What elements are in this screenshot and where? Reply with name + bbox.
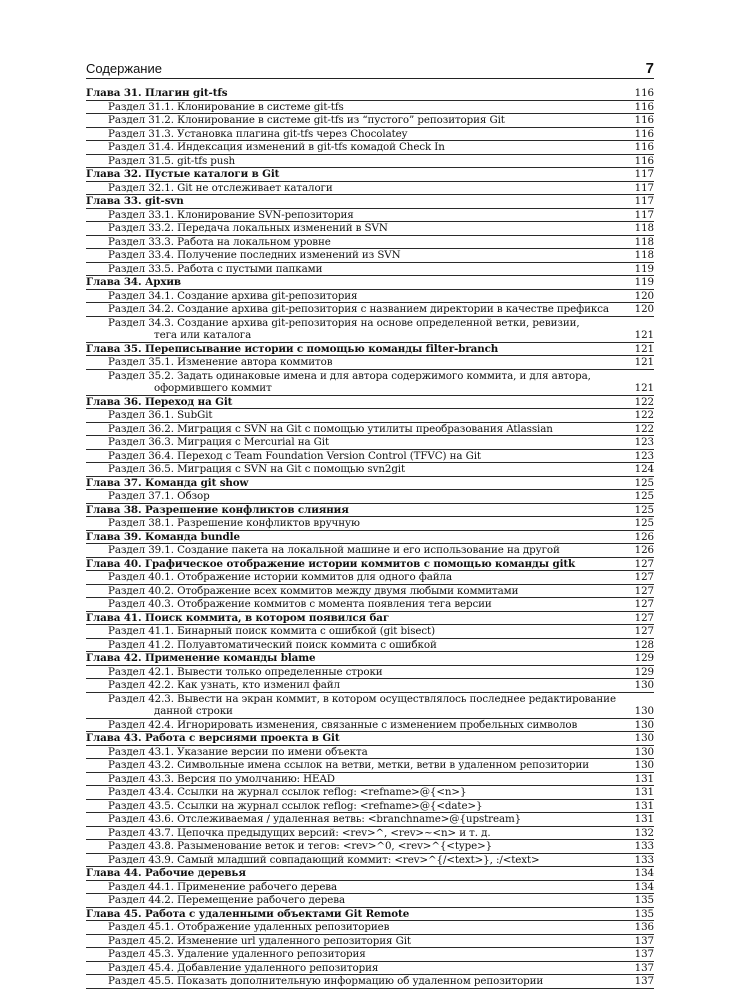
toc-entry-title-line: Глава 40. Графическое отображение истории коммитов с помощью команды gitk [86,557,576,570]
toc-entry-title [86,409,633,422]
page-number: 7 [645,60,654,77]
toc-entry-title-line: Раздел 36.4. Переход с Team Foundation Version Control (TFVC) на Git [108,449,481,462]
toc-entry-title-line: Глава 36. Переход на Git [86,395,233,408]
toc-entry-title [86,693,633,718]
toc-entry-title [86,222,633,235]
toc-entry-title [86,598,633,611]
toc-section-entry[interactable] [86,881,654,895]
toc-page-number: 131 [634,813,654,825]
toc-entry-title [86,303,633,316]
toc-page-number: 133 [634,840,654,852]
toc-section-entry[interactable] [86,948,654,962]
toc-section-entry[interactable] [86,290,654,304]
toc-section-entry[interactable] [86,409,654,423]
toc-entry-title [86,639,633,652]
toc-entry-title [86,290,633,303]
toc-entry-title [86,477,633,490]
toc-entry-title-line: Раздел 45.5. Показать дополнительную информацию об удаленном репозитории [108,975,544,987]
toc-section-entry[interactable] [86,490,654,504]
toc-entry-title-continuation: данной строки [154,705,233,717]
toc-entry-title [86,962,633,975]
toc-section-entry[interactable] [86,935,654,949]
toc-entry-title-line: Раздел 45.4. Добавление удаленного репозитория [108,961,379,974]
toc-page-number: 130 [634,745,654,758]
toc-entry-title [86,773,633,786]
toc-entry-title [86,827,633,840]
toc-section-entry[interactable] [86,800,654,814]
toc-entry-title [86,101,633,114]
toc-section-entry[interactable] [86,114,654,128]
toc-entry-title-line: Раздел 38.1. Разрешение конфликтов вручную [108,517,360,529]
toc-page-number: 121 [634,356,654,368]
toc-chapter-entry[interactable] [86,87,654,101]
toc-entry-title [86,128,633,141]
toc-entry-title-line: Раздел 40.2. Отображение всех коммитов между двумя любыми коммитами [108,584,519,597]
toc-entry-title-continuation: тега или каталога [154,329,252,341]
toc-entry-title [86,209,633,222]
toc-section-entry[interactable] [86,544,654,558]
toc-page-number: 131 [634,772,654,785]
toc-section-entry[interactable] [86,370,654,396]
toc-entry-title-line: Раздел 40.3. Отображение коммитов с момента появления тега версии [108,598,492,610]
toc-page-number: 120 [634,303,654,315]
toc-chapter-entry[interactable] [86,612,654,626]
toc-section-entry[interactable] [86,827,654,841]
toc-entry-title [86,87,633,100]
toc-page-number: 123 [634,436,654,448]
toc-entry-title-line: Раздел 43.4. Ссылки на журнал ссылок reflog: <refname>@{<n>} [108,786,467,798]
toc-entry-title-line: Глава 39. Команда bundle [86,530,240,543]
toc-entry-title [86,935,633,948]
toc-entry-title [86,236,633,249]
toc-page-number: 127 [634,571,654,583]
toc-entry-title [86,679,633,692]
toc-entry-title-line: Раздел 33.1. Клонирование SVN-репозитория [108,208,354,221]
toc-page-number: 122 [634,422,654,435]
toc-section-entry[interactable] [86,303,654,317]
toc-chapter-entry[interactable] [86,504,654,518]
toc-page-number: 137 [634,934,654,947]
toc-section-entry[interactable] [86,813,654,827]
toc-entry-title [86,463,633,476]
toc-entry-title-line: Раздел 36.3. Миграция с Mercurial на Git [108,436,330,448]
toc-entry-title-line: Глава 32. Пустые каталоги в Git [86,168,280,180]
toc-entry-title [86,423,633,436]
toc-entry-title [86,800,633,813]
toc-entry-title [86,396,633,409]
toc-entry-title-line: Раздел 31.2. Клонирование в системе git-tfs из “пустого” репозитория Git [108,114,505,126]
toc-page-number: 129 [634,665,654,678]
toc-chapter-entry[interactable] [86,195,654,209]
toc-entry-title [86,719,633,732]
toc-section-entry[interactable] [86,182,654,196]
toc-entry-title-line: Раздел 43.2. Символьные имена ссылок на ветви, метки, ветви в удаленном репозитории [108,759,589,771]
toc-page-number: 118 [634,249,654,261]
toc-page-number: 130 [634,718,654,731]
toc-entry-title [86,343,633,356]
toc-entry-title-line: Раздел 35.1. Изменение автора коммитов [108,356,333,368]
toc-page-number: 129 [634,652,654,664]
toc-entry-title-line: Раздел 36.5. Миграция с SVN на Git с помощью svn2git [108,463,406,475]
toc-entry-title-line: Раздел 43.7. Цепочка предыдущих версий: <rev>^, <rev>~<n> и т. д. [108,826,491,839]
toc-entry-title [86,975,633,988]
toc-section-entry[interactable] [86,463,654,477]
toc-entry-title-line: Раздел 43.5. Ссылки на журнал ссылок reflog: <refname>@{<date>} [108,799,483,812]
toc-page-number: 128 [634,638,654,651]
toc-entry-title [86,759,633,772]
toc-entry-title-line: Раздел 43.1. Указание версии по имени объекта [108,745,368,758]
toc-page-number: 125 [634,517,654,529]
running-title: Содержание [86,61,162,76]
toc-chapter-entry[interactable] [86,477,654,491]
toc-page-number: 121 [634,342,654,355]
toc-page-number: 136 [634,921,654,933]
toc-page-number: 137 [634,948,654,960]
toc-entry-title-line: Раздел 34.1. Создание архива git-репозитория [108,289,358,302]
toc-page-number: 117 [634,208,654,221]
toc-section-entry[interactable] [86,639,654,653]
toc-page-number: 117 [634,195,654,207]
toc-entry-title [86,168,633,181]
toc-section-entry[interactable] [86,666,654,680]
toc-entry-title [86,195,633,208]
toc-section-entry[interactable] [86,236,654,250]
toc-section-entry[interactable] [86,719,654,733]
toc-entry-title-line: Раздел 34.3. Создание архива git-репозитория на основе определенной ветки, ревизии, [108,316,580,329]
toc-entry-title [86,867,633,880]
toc-entry-title [86,894,633,907]
toc-entry-title-line: Раздел 42.1. Вывести только определенные строки [108,665,383,678]
toc-page-number: 131 [634,799,654,812]
toc-page-number: 116 [634,87,654,99]
toc-page-number: 130 [634,759,654,771]
toc-page-number: 130 [634,705,654,717]
toc-entry-title-line: Раздел 44.2. Перемещение рабочего дерева [108,894,345,906]
toc-entry-title [86,948,633,961]
toc-page-number: 134 [634,880,654,893]
toc-entry-title-line: Раздел 31.4. Индексация изменений в git-tfs комадой Check In [108,141,445,153]
toc-entry-title [86,370,633,395]
toc-entry-title-line: Раздел 36.1. SubGit [108,409,213,421]
toc-entry-title-line: Раздел 45.3. Удаление удаленного репозитория [108,948,366,960]
toc-section-entry[interactable] [86,263,654,277]
toc-section-entry[interactable] [86,598,654,612]
toc-entry-title-line: Раздел 41.2. Полуавтоматический поиск коммита с ошибкой [108,638,437,651]
toc-section-entry[interactable] [86,921,654,935]
toc-entry-title-line: Раздел 40.1. Отображение истории коммитов для одного файла [108,571,452,583]
toc-section-entry[interactable] [86,517,654,531]
toc-page-number: 131 [634,786,654,798]
toc-entry-title-line: Глава 34. Архив [86,276,181,288]
toc-page-number: 126 [634,530,654,543]
toc-section-entry[interactable] [86,894,654,908]
toc-entry-title [86,881,633,894]
toc-entry-title [86,908,633,921]
toc-entry-title-line: Раздел 33.3. Работа на локальном уровне [108,235,331,248]
toc-page-number: 116 [634,154,654,167]
toc-page-number: 124 [634,463,654,475]
toc-entry-title [86,263,633,276]
toc-entry-title [86,531,633,544]
toc-page-number: 127 [634,625,654,637]
toc-page-number: 134 [634,867,654,879]
toc-section-entry[interactable] [86,840,654,854]
toc-page-number: 118 [634,235,654,248]
toc-page-number: 116 [634,141,654,153]
toc-page-number: 126 [634,544,654,556]
toc-entry-title-line: Раздел 42.2. Как узнать, кто изменил файл [108,679,340,691]
toc-entry-title [86,490,633,503]
toc-page-number: 121 [634,329,654,341]
toc-entry-title [86,504,633,517]
toc-page-number: 118 [634,222,654,234]
toc-entry-title-line: Глава 45. Работа с удаленными объектами Git Remote [86,907,410,920]
toc-entry-title [86,436,633,449]
toc-entry-title-line: Глава 37. Команда git show [86,476,249,489]
toc-section-entry[interactable] [86,625,654,639]
toc-entry-title [86,585,633,598]
toc-section-entry[interactable] [86,317,654,343]
toc-entry-title [86,813,633,826]
toc-page-number: 127 [634,598,654,610]
toc-section-entry[interactable] [86,759,654,773]
toc-section-entry[interactable] [86,209,654,223]
toc-entry-title [86,276,633,289]
toc-entry-title-line: Раздел 33.2. Передача локальных изменений в SVN [108,222,388,234]
toc-entry-title-line: Глава 33. git-svn [86,195,184,207]
toc-entry-title-line: Раздел 39.1. Создание пакета на локальной машине и его использование на другой [108,544,560,556]
toc-entry-title-line: Глава 35. Переписывание истории с помощью команды filter-branch [86,342,499,355]
toc-page-number: 122 [634,409,654,421]
toc-page-number: 127 [634,611,654,624]
toc-page-number: 123 [634,449,654,462]
toc-entry-title [86,571,633,584]
toc-entry-title-line: Раздел 45.2. Изменение url удаленного репозитория Git [108,934,411,947]
toc-entry-title [86,317,633,342]
toc-page-number: 119 [634,276,654,288]
toc-entry-title [86,854,633,867]
toc-entry-title-line: Раздел 44.1. Применение рабочего дерева [108,880,338,893]
toc-entry-title [86,114,633,127]
toc-page-number: 116 [634,100,654,113]
toc-section-entry[interactable] [86,693,654,719]
toc-entry-title-line: Раздел 43.3. Версия по умолчанию: HEAD [108,772,335,785]
toc-entry-title-line: Раздел 34.2. Создание архива git-репозитория с названием директории в качестве префикса [108,303,609,315]
toc-entry-title-line: Раздел 42.4. Игнорировать изменения, связанные с изменением пробельных символов [108,718,578,731]
toc-page-number: 121 [634,382,654,394]
toc-page-number: 135 [634,907,654,920]
toc-entry-title [86,544,633,557]
toc-entry-title [86,625,633,638]
toc-page-number: 130 [634,732,654,744]
toc-section-entry[interactable] [86,423,654,437]
toc-section-entry[interactable] [86,141,654,155]
toc-entry-title-line: Раздел 37.1. Обзор [108,490,210,502]
toc-section-entry[interactable] [86,746,654,760]
toc-page-number: 116 [634,114,654,126]
toc-page-number: 137 [634,961,654,974]
toc-page-number: 119 [634,262,654,275]
toc-entry-title [86,356,633,369]
toc-entry-title-line: Раздел 35.2. Задать одинаковые имена и для автора содержимого коммита, и для автора, [108,369,591,382]
toc-entry-title [86,652,633,665]
toc-entry-title-line: Раздел 41.1. Бинарный поиск коммита с ошибкой (git bisect) [108,625,435,637]
toc-page-number: 122 [634,395,654,408]
toc-page-number: 137 [634,975,654,987]
toc-entry-title-line: Раздел 31.1. Клонирование в системе git-tfs [108,100,344,113]
toc-chapter-entry[interactable] [86,531,654,545]
toc-chapter-entry[interactable] [86,168,654,182]
toc-entry-title [86,666,633,679]
toc-entry-title [86,746,633,759]
toc-entry-title-line: Раздел 33.4. Получение последних изменений из SVN [108,249,401,261]
toc-entry-title-line: Раздел 32.1. Git не отслеживает каталоги [108,181,333,194]
toc-page-number: 116 [634,127,654,140]
page-header [86,56,654,79]
toc-entry-title-line: Глава 38. Разрешение конфликтов слияния [86,503,349,516]
toc-chapter-entry[interactable] [86,867,654,881]
toc-entry-title [86,155,633,168]
toc-section-entry[interactable] [86,155,654,169]
toc-entry-title [86,517,633,530]
toc-entry-title [86,141,633,154]
toc-section-entry[interactable] [86,450,654,464]
toc-section-entry[interactable] [86,585,654,599]
toc-entry-title-line: Раздел 36.2. Миграция с SVN на Git с помощью утилиты преобразования Atlassian [108,422,553,435]
toc-section-entry[interactable] [86,962,654,976]
toc-entry-title [86,612,633,625]
toc-entry-title-line: Глава 42. Применение команды blame [86,652,316,664]
toc-entry-title [86,558,633,571]
toc-chapter-entry[interactable] [86,276,654,290]
toc-entry-title [86,921,633,934]
toc-section-entry[interactable] [86,679,654,693]
toc-chapter-entry[interactable] [86,343,654,357]
toc-entry-title [86,840,633,853]
toc-entry-title [86,182,633,195]
toc-section-entry[interactable] [86,101,654,115]
toc-entry-title-line: Раздел 43.9. Самый младший совпадающий коммит: <rev>^{/<text>}, :/<text> [108,853,540,866]
toc-page-number: 132 [634,826,654,839]
toc-chapter-entry[interactable] [86,396,654,410]
toc-chapter-entry[interactable] [86,732,654,746]
toc-entry-title-line: Глава 43. Работа с версиями проекта в Git [86,732,340,744]
toc-page-number: 125 [634,503,654,516]
toc-page-number: 135 [634,894,654,906]
toc-page-number: 120 [634,289,654,302]
toc-section-entry[interactable] [86,773,654,787]
toc-entry-title-line: Раздел 31.5. git-tfs push [108,154,236,167]
toc-page-number: 127 [634,584,654,597]
toc-entry-title [86,786,633,799]
toc-page-number: 125 [634,490,654,502]
toc-entry-title [86,732,633,745]
toc-entry-title [86,249,633,262]
toc-entry-title-line: Глава 41. Поиск коммита, в котором появился баг [86,611,390,624]
toc-section-entry[interactable] [86,975,654,989]
toc-chapter-entry[interactable] [86,652,654,666]
table-of-contents [86,87,654,989]
toc-entry-title-line: Глава 44. Рабочие деревья [86,867,246,879]
toc-section-entry[interactable] [86,222,654,236]
toc-page-number: 130 [634,679,654,691]
toc-page-number: 133 [634,853,654,866]
toc-section-entry[interactable] [86,571,654,585]
toc-chapter-entry[interactable] [86,908,654,922]
toc-section-entry[interactable] [86,436,654,450]
toc-section-entry[interactable] [86,128,654,142]
toc-entry-title-line: Глава 31. Плагин git-tfs [86,87,228,99]
toc-entry-title-line: Раздел 43.6. Отслеживаемая / удаленная ветвь: <branchname>@{upstream} [108,813,522,825]
toc-section-entry[interactable] [86,356,654,370]
toc-page-number: 125 [634,476,654,489]
toc-entry-title-line: Раздел 43.8. Разыменование веток и тегов: <rev>^0, <rev>^{<type>} [108,840,493,852]
toc-section-entry[interactable] [86,786,654,800]
toc-section-entry[interactable] [86,854,654,868]
toc-entry-title [86,450,633,463]
toc-section-entry[interactable] [86,249,654,263]
toc-entry-title-line: Раздел 31.3. Установка плагина git-tfs через Chocolatey [108,127,408,140]
toc-entry-title-line: Раздел 42.3. Вывести на экран коммит, в котором осуществлялось последнее редактирование [108,692,616,705]
toc-page-number: 117 [634,181,654,194]
toc-chapter-entry[interactable] [86,558,654,572]
toc-entry-title-line: Раздел 33.5. Работа с пустыми папками [108,262,323,275]
toc-page-number: 117 [634,168,654,180]
toc-entry-title-line: Раздел 45.1. Отображение удаленных репозиториев [108,921,390,933]
toc-entry-title-continuation: оформившего коммит [154,382,272,394]
toc-page-number: 127 [634,557,654,570]
